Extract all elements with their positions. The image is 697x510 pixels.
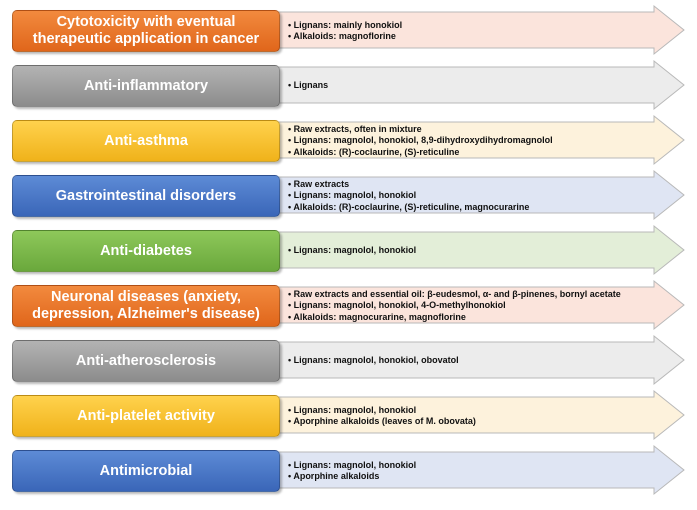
compound-list: [288, 450, 668, 492]
compound-item: • Lignans: [288, 80, 329, 91]
compound-list: [288, 395, 668, 437]
activity-label: Neuronal diseases (anxiety, depression, Alzheimer's disease): [12, 285, 280, 327]
activity-row: [0, 169, 697, 223]
activity-label: Antimicrobial: [12, 450, 280, 492]
compound-item: • Aporphine alkaloids (leaves of M. obovata): [288, 416, 476, 426]
activity-row: [0, 4, 697, 58]
compound-item: • Raw extracts, often in mixture: [288, 123, 422, 134]
activity-row: [0, 59, 697, 113]
compound-list: [288, 175, 668, 217]
compound-item: • Lignans: magnolol, honokiol, 4-O-methylhonokiol: [288, 300, 506, 311]
activity-label: Anti-atherosclerosis: [12, 340, 280, 382]
activity-label: Anti-inflammatory: [12, 65, 280, 107]
compound-item: • Alkaloids: (R)-coclaurine, (S)-reticuline: [288, 146, 460, 157]
compound-item: • Lignans: magnolol, honokiol, obovatol: [288, 355, 459, 366]
compound-list: [288, 285, 668, 327]
compound-item: • Aporphine alkaloids: [288, 471, 380, 481]
compound-item: • Raw extracts and essential oil: β-eudesmol, α- and β-pinenes, bornyl acetate: [288, 288, 621, 299]
activity-row: [0, 444, 697, 498]
compound-list: [288, 65, 668, 107]
compound-list: [288, 10, 668, 52]
compound-list: [288, 230, 668, 272]
compound-list: [288, 120, 668, 162]
activity-label: Anti-diabetes: [12, 230, 280, 272]
compound-list: [288, 340, 668, 382]
compound-item: • Alkaloids: (R)-coclaurine, (S)-reticuline, magnocurarine: [288, 201, 530, 212]
compound-item: • Lignans: magnolol, honokiol: [288, 459, 417, 470]
compound-item: • Raw extracts: [288, 178, 350, 189]
compound-item: • Lignans: magnolol, honokiol: [288, 190, 417, 201]
activity-row: [0, 224, 697, 278]
activity-label: Anti-platelet activity: [12, 395, 280, 437]
activity-row: [0, 279, 697, 333]
activity-row: [0, 114, 697, 168]
compound-item: • Lignans: mainly honokiol: [288, 19, 403, 30]
activity-label: Gastrointestinal disorders: [12, 175, 280, 217]
activity-row: [0, 334, 697, 388]
compound-item: • Lignans: magnolol, honokiol: [288, 245, 417, 256]
activity-row: [0, 389, 697, 443]
activity-label: Anti-asthma: [12, 120, 280, 162]
activity-label: Cytotoxicity with eventual therapeutic application in cancer: [12, 10, 280, 52]
compound-item: • Lignans: magnolol, honokiol, 8,9-dihydroxydihydromagnolol: [288, 135, 553, 146]
compound-item: • Alkaloids: magnocurarine, magnoflorine: [288, 311, 466, 322]
compound-item: • Alkaloids: magnoflorine: [288, 31, 396, 41]
compound-item: • Lignans: magnolol, honokiol: [288, 404, 417, 415]
